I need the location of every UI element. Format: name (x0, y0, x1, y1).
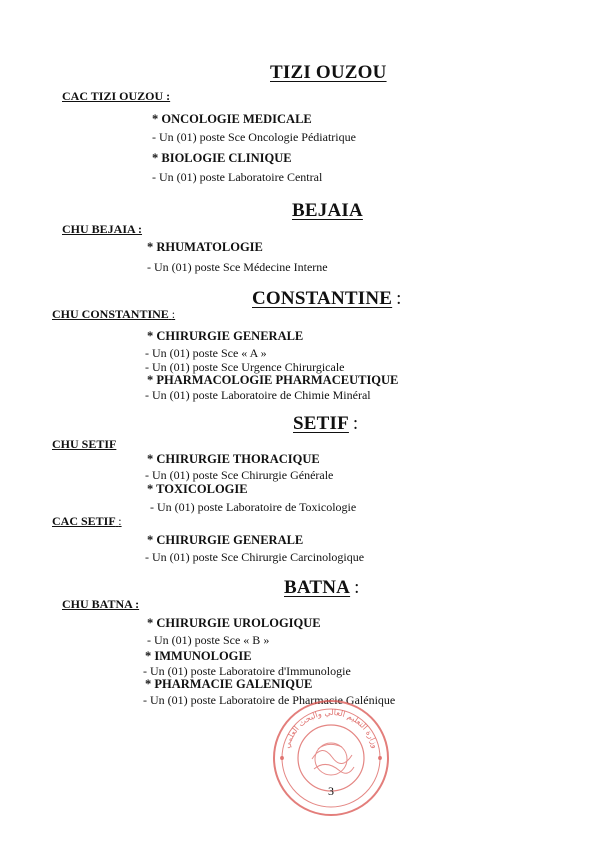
city-heading-setif: SETIF : (293, 413, 359, 434)
official-seal-stamp (270, 697, 392, 819)
institution-cac-tizi-ouzou: CAC TIZI OUZOU : (62, 89, 171, 103)
seal-star-right (378, 756, 382, 760)
city-heading-bejaia: BEJAIA (292, 200, 363, 221)
post-line: - Un (01) poste Laboratoire de Pharmacie Galénique (143, 693, 396, 707)
specialty-title: * CHIRURGIE UROLOGIQUE (147, 616, 321, 630)
post-line: - Un (01) poste Sce Chirurgie Générale (145, 468, 334, 482)
specialty-title: * IMMUNOLOGIE (145, 649, 252, 663)
page-number: 3 (328, 784, 334, 798)
city-heading-tizi-ouzou: TIZI OUZOU (270, 62, 387, 83)
city-heading-batna: BATNA : (284, 577, 360, 598)
post-line: - Un (01) poste Sce Oncologie Pédiatrique (152, 130, 356, 144)
post-line: - Un (01) poste Sce « A » (145, 346, 267, 360)
specialty-title: * CHIRURGIE THORACIQUE (147, 452, 320, 466)
post-line: - Un (01) poste Sce Urgence Chirurgicale (145, 360, 345, 374)
post-line: - Un (01) poste Laboratoire de Chimie Minéral (145, 388, 371, 402)
specialty-title: * ONCOLOGIE MEDICALE (152, 112, 312, 126)
institution-chu-setif: CHU SETIF (52, 437, 117, 451)
specialty-title: * PHARMACIE GALENIQUE (145, 677, 313, 691)
post-line: - Un (01) poste Laboratoire de Toxicologie (150, 500, 357, 514)
post-line: - Un (01) poste Sce « B » (147, 633, 270, 647)
specialty-title: * RHUMATOLOGIE (147, 240, 263, 254)
specialty-title: * CHIRURGIE GENERALE (147, 533, 304, 547)
post-line: - Un (01) poste Sce Chirurgie Carcinologique (145, 550, 365, 564)
post-line: - Un (01) poste Sce Médecine Interne (147, 260, 328, 274)
city-heading-constantine: CONSTANTINE : (252, 288, 402, 309)
specialty-title: * CHIRURGIE GENERALE (147, 329, 304, 343)
seal-star-left (280, 756, 284, 760)
seal-emblem (312, 743, 354, 775)
specialty-title: * TOXICOLOGIE (147, 482, 248, 496)
institution-chu-constantine: CHU CONSTANTINE : (52, 307, 176, 321)
post-line: - Un (01) poste Laboratoire Central (152, 170, 323, 184)
post-line: - Un (01) poste Laboratoire d'Immunologie (143, 664, 351, 678)
specialty-title: * BIOLOGIE CLINIQUE (152, 151, 292, 165)
institution-chu-bejaia: CHU BEJAIA : (62, 222, 143, 236)
specialty-title: * PHARMACOLOGIE PHARMACEUTIQUE (147, 373, 399, 387)
seal-inscription: وزارة التعليم العالي والبحث العلمي (282, 707, 380, 750)
institution-cac-setif: CAC SETIF : (52, 514, 122, 528)
institution-chu-batna: CHU BATNA : (62, 597, 140, 611)
